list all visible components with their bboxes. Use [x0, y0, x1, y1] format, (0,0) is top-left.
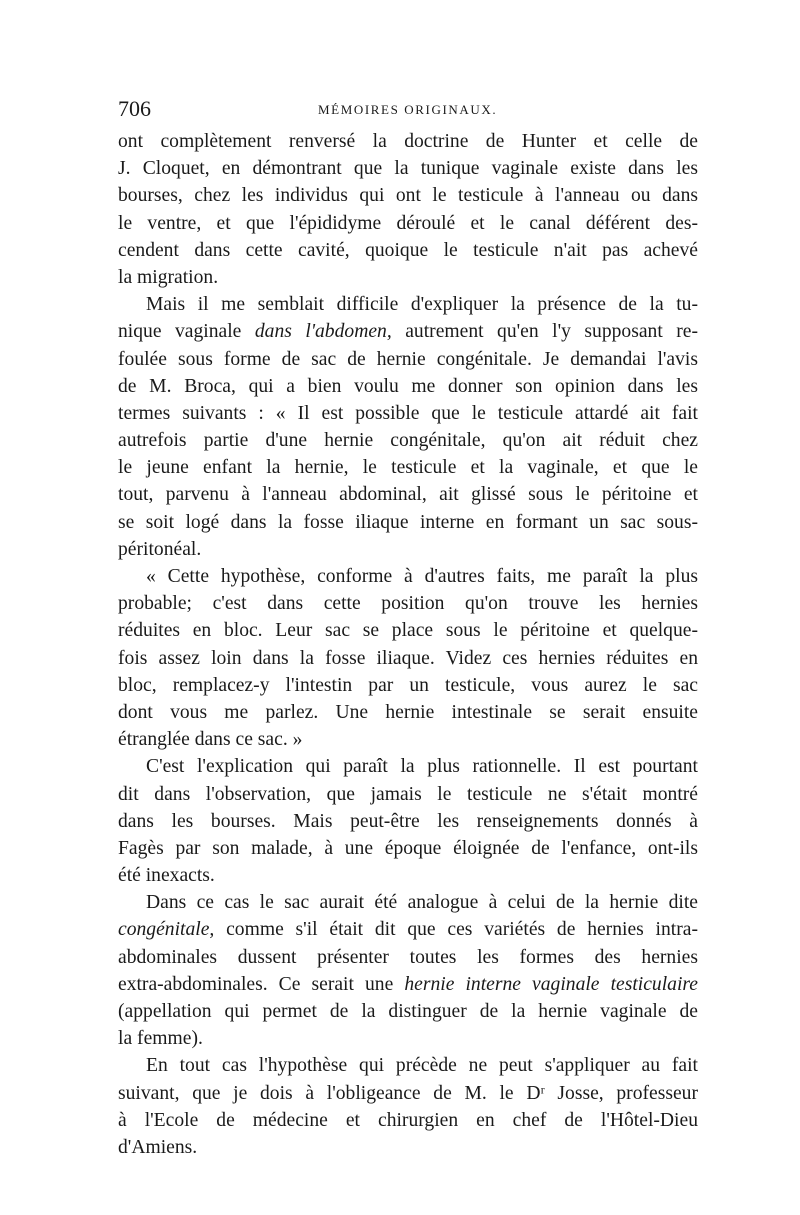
text-line [118, 318, 698, 345]
text-line: péritonéal. [118, 538, 202, 560]
text-line: En tout cas l'hypothèse qui précède ne peut s'appliquer au fait [146, 1055, 698, 1077]
text-line: abdominales dussent présenter toutes les formes des hernies [118, 946, 698, 968]
text-line: suivant, que je dois à l'obligeance de M. le Dʳ Josse, professeur [118, 1082, 698, 1104]
text-segment: extra-abdominales. Ce serait une [118, 973, 405, 995]
text-line: à l'Ecole de médecine et chirurgien en chef de l'Hôtel-Dieu [118, 1109, 698, 1131]
text-line: se soit logé dans la fosse iliaque interne en formant un sac sous- [118, 511, 698, 533]
text-line: « Cette hypothèse, conforme à d'autres faits, me paraît la plus [146, 566, 698, 587]
text-line: de M. Broca, qui a bien voulu me donner son opinion dans les [118, 375, 698, 397]
text-segment: nique vaginale [118, 321, 255, 343]
text-line: été inexacts. [118, 865, 215, 887]
text-line [118, 916, 698, 943]
text-line: fois assez loin dans la fosse iliaque. Videz ces hernies réduites en [118, 647, 698, 669]
text-line: foulée sous forme de sac de hernie congénitale. Je demandai l'avis [118, 348, 698, 370]
text-line: dans les bourses. Mais peut-être les renseignements donnés à [118, 810, 698, 832]
text-line: bloc, remplacez-y l'intestin par un testicule, vous aurez le sac [118, 674, 698, 696]
text-line: termes suivants : « Il est possible que le testicule attardé ait fait [118, 402, 698, 424]
text-line: dont vous me parlez. Une hernie intestinale se serait ensuite [118, 701, 698, 723]
text-line: dit dans l'observation, que jamais le testicule ne s'était montré [118, 783, 698, 805]
text-line [118, 971, 698, 998]
page-header [118, 96, 698, 126]
text-line: autrefois partie d'une hernie congénitale, qu'on ait réduit chez [118, 430, 698, 452]
text-line: le jeune enfant la hernie, le testicule et la vaginale, et que le [118, 457, 698, 479]
text-line: J. Cloquet, en démontrant que la tunique vaginale existe dans les [118, 158, 698, 180]
text-line: d'Amiens. [118, 1136, 198, 1158]
text-line: probable; c'est dans cette position qu'on trouve les hernies [118, 593, 698, 615]
text-segment: comme s'il était dit que ces variétés de hernies intra- [214, 919, 698, 941]
text-line: (appellation qui permet de la distinguer de la hernie vaginale de [118, 1001, 698, 1022]
text-line: ont complètement renversé la doctrine de Hunter et celle de [118, 131, 698, 152]
text-line: la femme). [118, 1028, 203, 1050]
page-number: 706 [118, 96, 151, 121]
text-line: cendent dans cette cavité, quoique le testicule n'ait pas achevé [118, 239, 698, 261]
text-line: étranglée dans ce sac. » [118, 729, 303, 751]
italic-text: dans l'abdomen, [254, 321, 392, 343]
text-segment: autrement qu'en l'y supposant re- [391, 321, 699, 343]
text-line: Mais il me semblait difficile d'expliquer la présence de la tu- [146, 294, 698, 316]
text-line: le ventre, et que l'épididyme déroulé et le canal déférent des- [118, 212, 698, 234]
text-line: tout, parvenu à l'anneau abdominal, ait glissé sous le péritoine et [118, 484, 698, 506]
text-line: C'est l'explication qui paraît la plus rationnelle. Il est pourtant [146, 756, 698, 778]
text-line: bourses, chez les individus qui ont le testicule à l'anneau ou dans [118, 185, 698, 207]
text-line: Dans ce cas le sac aurait été analogue à celui de la hernie dite [146, 892, 698, 914]
body-text [118, 128, 698, 1161]
text-line: réduites en bloc. Leur sac se place sous le péritoine et quelque- [118, 620, 698, 642]
running-title: MÉMOIRES ORIGINAUX. [318, 102, 498, 117]
italic-text: congénitale, [118, 919, 215, 941]
text-line: Fagès par son malade, à une époque éloignée de l'enfance, ont-ils [118, 837, 698, 859]
italic-text: hernie interne vaginale testiculaire [404, 973, 698, 995]
text-line: la migration. [118, 266, 219, 288]
